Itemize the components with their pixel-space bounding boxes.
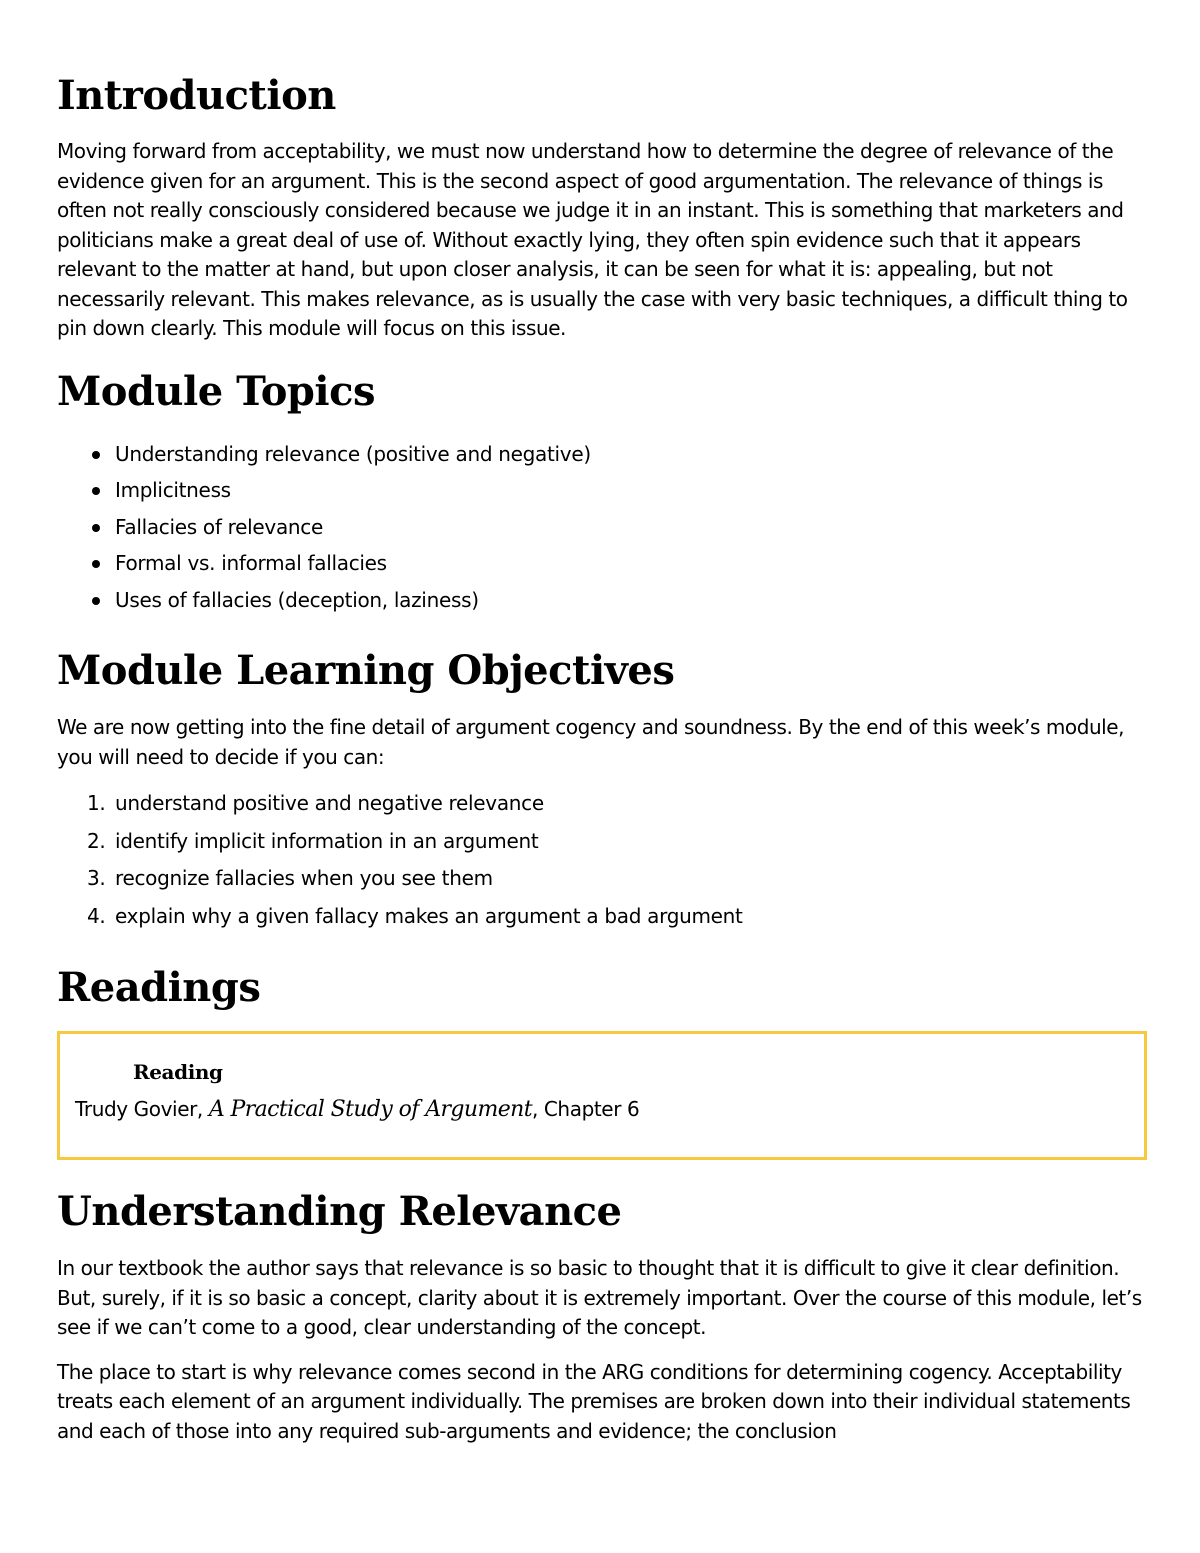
reading-author: Trudy Govier, <box>75 1097 209 1121</box>
bullet-icon <box>92 451 100 459</box>
list-item <box>115 472 1147 509</box>
list-item-text: Uses of fallacies (deception, laziness) <box>115 587 479 612</box>
document-page <box>57 70 1147 1446</box>
module-topics-list <box>57 436 1147 619</box>
bullet-icon <box>92 597 100 605</box>
list-item <box>115 436 1147 473</box>
list-item-text: Implicitness <box>115 478 231 502</box>
reading-callout-box <box>57 1031 1147 1160</box>
understanding-relevance-heading: Understanding Relevance <box>57 1188 622 1235</box>
list-number: 2. <box>87 828 106 853</box>
understanding-relevance-paragraph-2: The place to start is why relevance comes second in the ARG conditions for determining cogency. Acceptability treats each element of an argument individually. The premises are broken down into their individual statements and each of those into any required sub-arguments and evidence; the conclusion <box>57 1359 1131 1443</box>
bullet-icon <box>92 524 100 532</box>
bullet-icon <box>92 487 100 495</box>
list-item-text: Formal vs. informal fallacies <box>115 551 387 575</box>
list-item <box>87 823 1147 861</box>
list-number: 4. <box>87 903 106 928</box>
list-item-text: Fallacies of relevance <box>115 514 323 539</box>
readings-heading: Readings <box>57 964 261 1011</box>
list-item <box>87 785 1147 823</box>
list-number: 1. <box>87 791 106 815</box>
introduction-paragraph: Moving forward from acceptability, we must now understand how to determine the degree of relevance of the evidence given for an argument. This is the second aspect of good argumentation. The relevance of things is often not really consciously considered because we judge it in an instant. This is something that marketers and politicians make a great deal of use of. Without exactly lying, they often spin evidence such that it appears relevant to the matter at hand, but upon closer analysis, it can be seen for what it is: appealing, but not necessarily relevant. This makes relevance, as is usually the case with very basic techniques, a difficult thing to pin down clearly. This module will focus on this issue. <box>57 139 1128 340</box>
learning-objectives-intro: We are now getting into the fine detail of argument cogency and soundness. By the end of this week’s module, you will need to decide if you can: <box>57 715 1125 769</box>
list-item <box>87 860 1147 898</box>
introduction-heading: Introduction <box>57 72 336 119</box>
learning-objectives-list <box>57 785 1147 935</box>
reading-book-title: A Practical Study of Argument <box>208 1097 532 1122</box>
list-item <box>115 545 1147 582</box>
list-item-text: explain why a given fallacy makes an argument a bad argument <box>115 903 743 928</box>
reading-chapter: , Chapter 6 <box>531 1097 640 1121</box>
reading-citation <box>75 1094 1144 1125</box>
list-item-text: recognize fallacies when you see them <box>115 866 493 890</box>
list-item-text: identify implicit information in an argument <box>115 828 539 853</box>
module-topics-heading: Module Topics <box>57 367 375 415</box>
list-item <box>87 898 1147 936</box>
list-item-text: Understanding relevance (positive and negative) <box>115 441 591 466</box>
understanding-relevance-paragraph-1: In our textbook the author says that relevance is so basic to thought that it is difficult to give it clear definition. But, surely, if it is so basic a concept, clarity about it is extremely important. Over the course of this module, let’s see if we can’t come to a good, clear understanding of the concept. <box>57 1256 1142 1339</box>
reading-callout-title: Reading <box>133 1060 223 1084</box>
learning-objectives-heading: Module Learning Objectives <box>57 647 675 694</box>
bullet-icon <box>92 560 100 568</box>
list-number: 3. <box>87 866 106 890</box>
list-item <box>115 582 1147 619</box>
list-item-text: understand positive and negative relevance <box>115 791 544 815</box>
list-item <box>115 509 1147 546</box>
